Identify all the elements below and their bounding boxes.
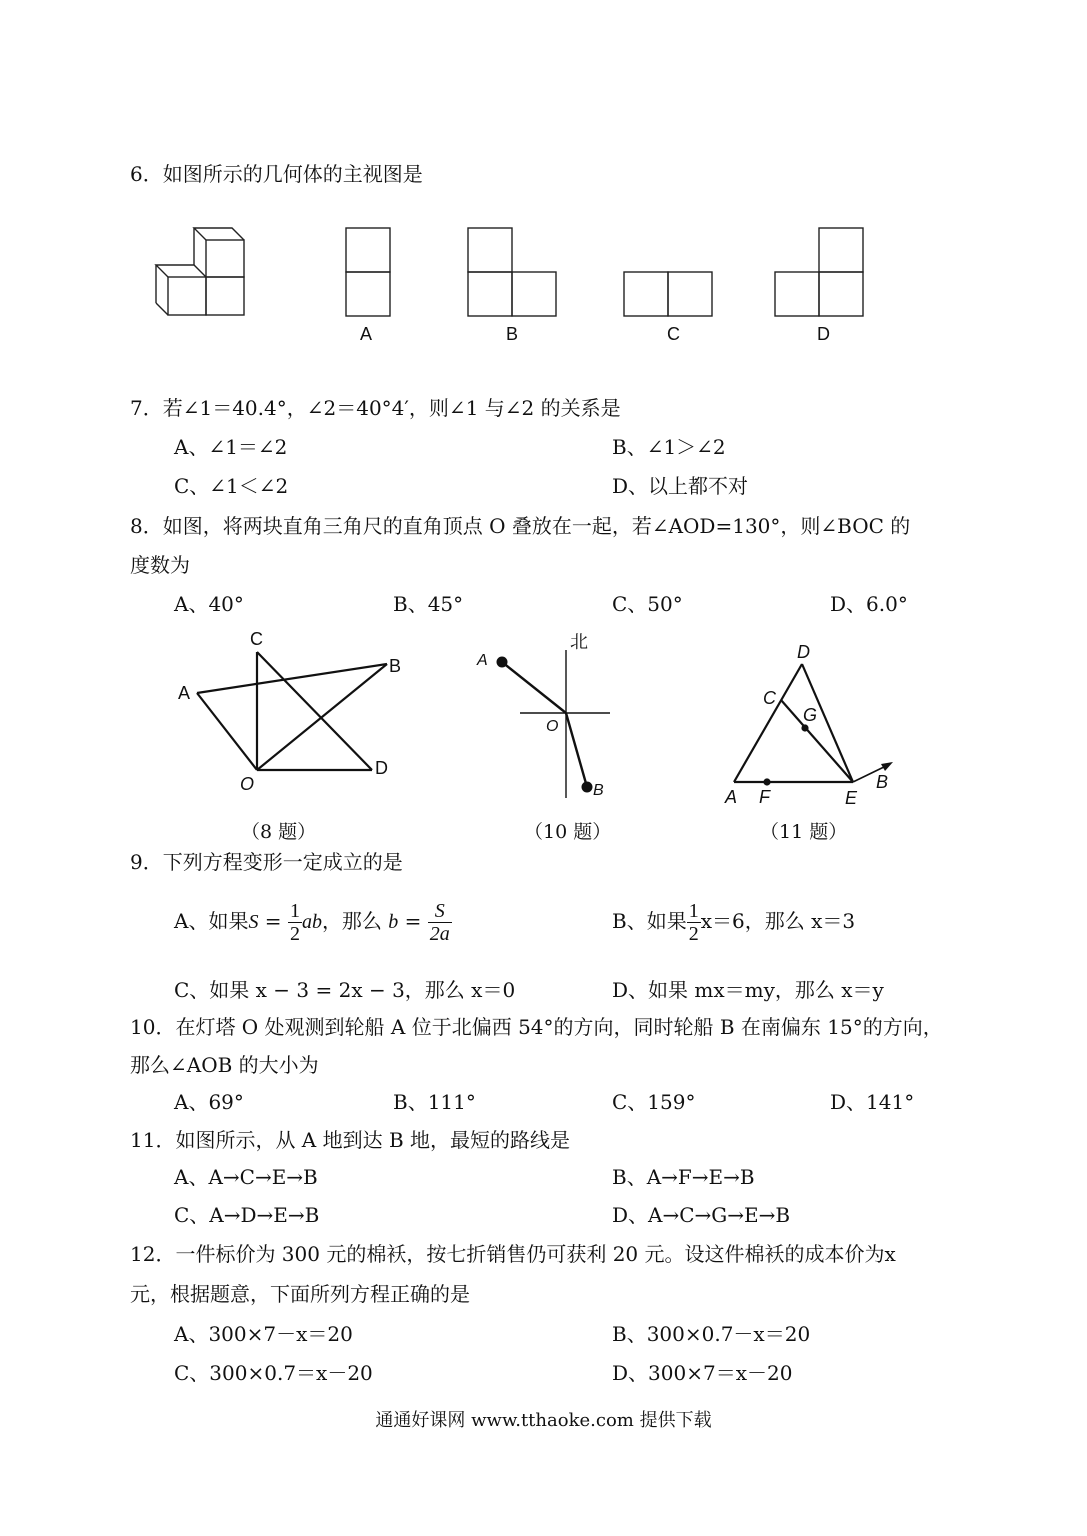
q10-stem-line1: 10．在灯塔 O 处观测到轮船 A 位于北偏西 54°的方向，同时轮船 B 在南偏东 15°的方向， xyxy=(130,1015,943,1039)
q9-option-a xyxy=(174,896,452,946)
q11-option-c: C、A→D→E→B xyxy=(174,1203,320,1227)
q8-stem-line2: 度数为 xyxy=(130,553,190,577)
q10-option-b: B、111° xyxy=(393,1090,476,1114)
q8-option-a: A、40° xyxy=(174,592,244,616)
q8-option-c: C、50° xyxy=(612,592,683,616)
q9-b-rest: x＝6，那么 x＝3 xyxy=(700,909,856,933)
q9-a-frac xyxy=(288,900,302,945)
fig8-label-b: B xyxy=(389,656,402,676)
q6-stem: 6．如图所示的几何体的主视图是 xyxy=(130,162,423,186)
q9-a-frac2-num: S xyxy=(428,900,452,923)
fig11-caption: （11 题） xyxy=(760,821,848,843)
q9-a-eq2: = xyxy=(398,909,428,933)
q10-stem-line2: 那么∠AOB 的大小为 xyxy=(130,1053,319,1077)
q9-a-frac2 xyxy=(428,900,452,945)
q9-b-frac-den: 2 xyxy=(688,923,699,945)
q9-a-prefix: A、如果 xyxy=(174,909,249,933)
q7-option-a: A、∠1＝∠2 xyxy=(174,435,288,459)
fig8-caption: （8 题） xyxy=(241,821,317,843)
q12-option-d: D、300×7＝x－20 xyxy=(612,1361,793,1385)
q9-a-var: b xyxy=(388,911,399,933)
fig11-label-c: C xyxy=(763,688,776,708)
q9-a-then: ，那么 xyxy=(321,909,389,933)
fig11-label-d: D xyxy=(797,642,810,662)
q6-option-b-label: B xyxy=(506,324,519,344)
page-footer: 通通好课网 www.tthaoke.com 提供下载 xyxy=(375,1410,712,1431)
q6-solid-figure xyxy=(156,228,244,315)
fig8-label-o: O xyxy=(240,774,255,794)
q10-option-c: C、159° xyxy=(612,1090,696,1114)
q6-option-a-label: A xyxy=(360,324,373,344)
q12-stem-line2: 元，根据题意，下面所列方程正确的是 xyxy=(130,1282,470,1306)
q12-stem-line1: 12．一件标价为 300 元的棉袄，按七折销售仍可获利 20 元。设这件棉袄的成本价为x xyxy=(130,1242,896,1266)
q6-option-c-label: C xyxy=(667,324,680,344)
q9-a-frac2-den: 2a xyxy=(429,923,450,945)
q10-option-d: D、141° xyxy=(830,1090,915,1114)
fig11-label-e: E xyxy=(845,788,858,808)
q6-option-c-figure xyxy=(624,272,712,316)
q8-option-d: D、6.0° xyxy=(830,592,908,616)
fig10-label-o: O xyxy=(546,718,559,735)
q9-b-frac xyxy=(687,900,701,945)
q6-option-b-figure xyxy=(468,228,556,316)
q9-a-frac-den: 2 xyxy=(289,923,300,945)
fig10-caption: （10 题） xyxy=(524,821,612,843)
q10-option-a: A、69° xyxy=(174,1090,244,1114)
q8-option-b: B、45° xyxy=(393,592,464,616)
q11-option-b: B、A→F→E→B xyxy=(612,1165,755,1189)
q9-b-prefix: B、如果 xyxy=(612,909,687,933)
q9-option-b xyxy=(612,896,855,946)
fig10-label-b: B xyxy=(593,782,604,799)
q7-option-c: C、∠1＜∠2 xyxy=(174,474,289,498)
q7-option-d: D、以上都不对 xyxy=(612,474,749,498)
fig11-label-g: G xyxy=(803,705,818,725)
q7-stem: 7．若∠1＝40.4°，∠2＝40°4′，则∠1 与∠2 的关系是 xyxy=(130,396,621,420)
q7-option-b: B、∠1＞∠2 xyxy=(612,435,726,459)
fig8-diagram xyxy=(197,652,387,770)
q6-option-d-label: D xyxy=(817,324,830,344)
q9-option-d: D、如果 mx＝my，那么 x＝y xyxy=(612,978,884,1002)
q9-a-lhs: S xyxy=(248,911,259,933)
fig10-label-north: 北 xyxy=(570,632,588,653)
q9-a-eq: = xyxy=(258,909,288,933)
fig10-label-a: A xyxy=(477,652,488,669)
q8-stem-line1: 8．如图，将两块直角三角尺的直角顶点 O 叠放在一起，若∠AOD=130°，则∠BOC 的 xyxy=(130,514,911,538)
q9-a-frac-num: 1 xyxy=(289,900,300,922)
q9-option-c: C、如果 x − 3 = 2x − 3，那么 x＝0 xyxy=(174,978,516,1002)
fig8-label-d: D xyxy=(375,758,388,778)
q9-a-rhs: ab xyxy=(301,911,322,933)
fig11-label-a: A xyxy=(725,787,738,807)
q12-option-a: A、300×7－x＝20 xyxy=(174,1322,353,1346)
fig11-label-b: B xyxy=(876,772,889,792)
q12-option-c: C、300×0.7＝x－20 xyxy=(174,1361,373,1385)
q9-b-frac-num: 1 xyxy=(688,900,699,922)
q6-option-d-figure xyxy=(775,228,863,316)
q9-stem: 9．下列方程变形一定成立的是 xyxy=(130,850,403,874)
q11-option-a: A、A→C→E→B xyxy=(174,1165,318,1189)
fig11-label-f: F xyxy=(759,787,770,807)
q11-stem: 11．如图所示，从 A 地到达 B 地，最短的路线是 xyxy=(130,1128,571,1152)
fig8-label-c: C xyxy=(250,629,263,649)
q12-option-b: B、300×0.7－x＝20 xyxy=(612,1322,811,1346)
fig8-label-a: A xyxy=(178,683,191,703)
q6-option-a-figure xyxy=(346,228,390,316)
q11-option-d: D、A→C→G→E→B xyxy=(612,1203,791,1227)
